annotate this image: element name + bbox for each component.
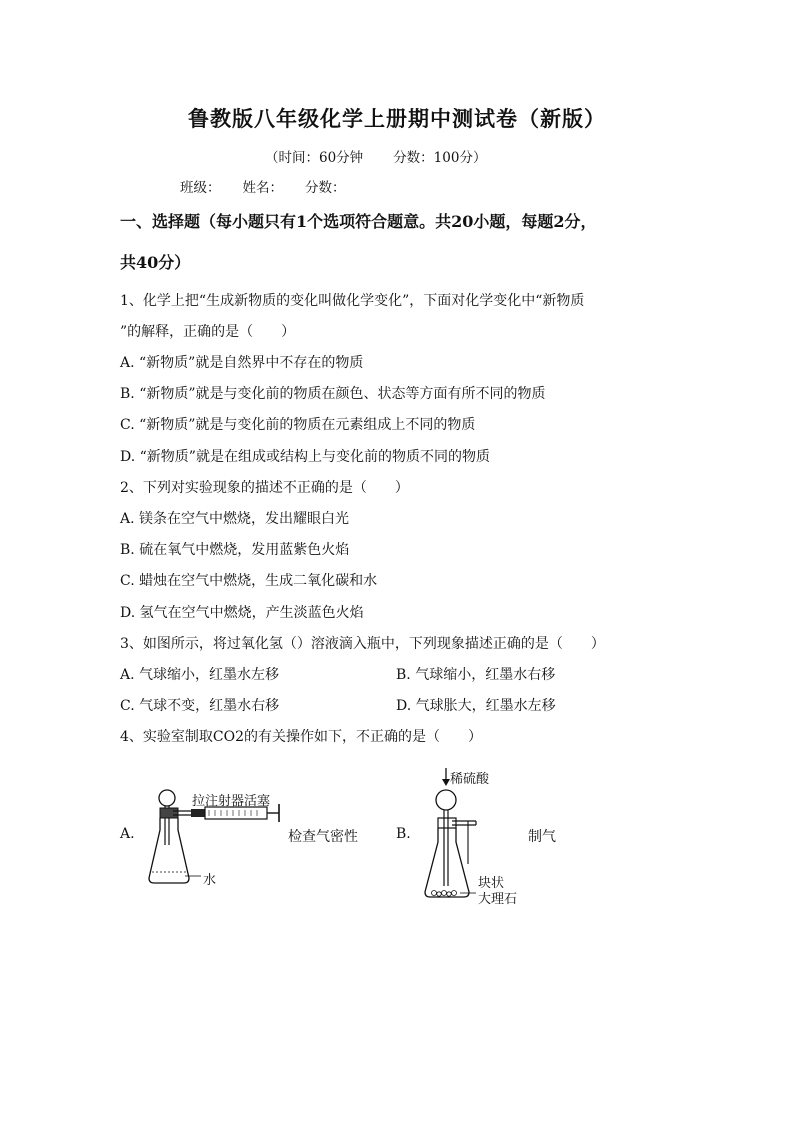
points-label: 分数： (305, 180, 346, 196)
section-heading-line1: 一、选择题（每小题只有1个选项符合题意。共20小题，每题2分， (120, 212, 597, 231)
q2-stem: 2、下列对实验现象的描述不正确的是（ ） (120, 480, 409, 496)
q2-option-d: D. 氢气在空气中燃烧，产生淡蓝色火焰 (120, 605, 364, 621)
q2-option-c: C. 蜡烛在空气中燃烧，生成二氧化碳和水 (120, 573, 378, 589)
q1-stem-line2: ”的解释，正确的是（ ） (120, 324, 296, 340)
q1-option-c: C. “新物质”就是与变化前的物质在元素组成上不同的物质 (120, 417, 476, 433)
q4-stem: 4、实验室制取CO2的有关操作如下，不正确的是（ ） (120, 729, 483, 745)
section-heading-line2: 共40分） (120, 253, 191, 272)
water-label: 水 (203, 873, 217, 888)
q3-option-d: D. 气球胀大，红墨水左移 (396, 698, 556, 714)
q1-stem-line1: 1、化学上把“生成新物质的变化叫做化学变化”，下面对化学变化中“新物质 (120, 293, 585, 309)
q2-option-a: A. 镁条在空气中燃烧，发出耀眼白光 (120, 511, 350, 527)
name-label: 姓名： (242, 180, 283, 196)
q4-option-a-caption: 检查气密性 (288, 829, 358, 845)
q3-option-b: B. 气球缩小，红墨水右移 (396, 667, 556, 683)
stopper (160, 808, 178, 818)
q4-option-b-caption: 制气 (528, 829, 556, 845)
q1-option-b: B. “新物质”就是与变化前的物质在颜色、状态等方面有所不同的物质 (120, 386, 546, 402)
q4-option-b-letter: B. (396, 826, 411, 842)
solid-label-line1: 块状 (478, 876, 505, 891)
conical-flask (425, 828, 469, 897)
time-limit: （时间：60分钟 (265, 150, 364, 166)
q3-stem: 3、如图所示，将过氧化氢（）溶液滴入瓶中，下列现象描述正确的是（ ） (120, 636, 605, 652)
q3-option-a: A. 气球缩小，红墨水左移 (120, 667, 280, 683)
class-label: 班级： (180, 180, 221, 196)
total-score: 分数：100分） (393, 150, 487, 166)
q4-option-a-letter: A. (120, 826, 135, 842)
funnel-bulb (436, 790, 456, 810)
stopper (438, 818, 456, 828)
q1-option-d: D. “新物质”就是在组成或结构上与变化前的物质不同的物质 (120, 449, 490, 465)
section-heading (120, 207, 680, 237)
q3-option-c: C. 气球不变，红墨水右移 (120, 698, 280, 714)
exam-title: 鲁教版八年级化学上册期中测试卷（新版） (188, 106, 606, 131)
acid-label: 稀硫酸 (450, 772, 490, 787)
solid-label-line2: 大理石 (478, 892, 518, 907)
funnel-bulb (159, 790, 175, 806)
exam-info (265, 146, 516, 166)
q1-option-a: A. “新物质”就是自然界中不存在的物质 (120, 355, 364, 371)
q2-option-b: B. 硫在氧气中燃烧，发用蓝紫色火焰 (120, 542, 350, 558)
syringe-label: 拉注射器活塞 (192, 794, 271, 809)
student-info (180, 176, 368, 196)
